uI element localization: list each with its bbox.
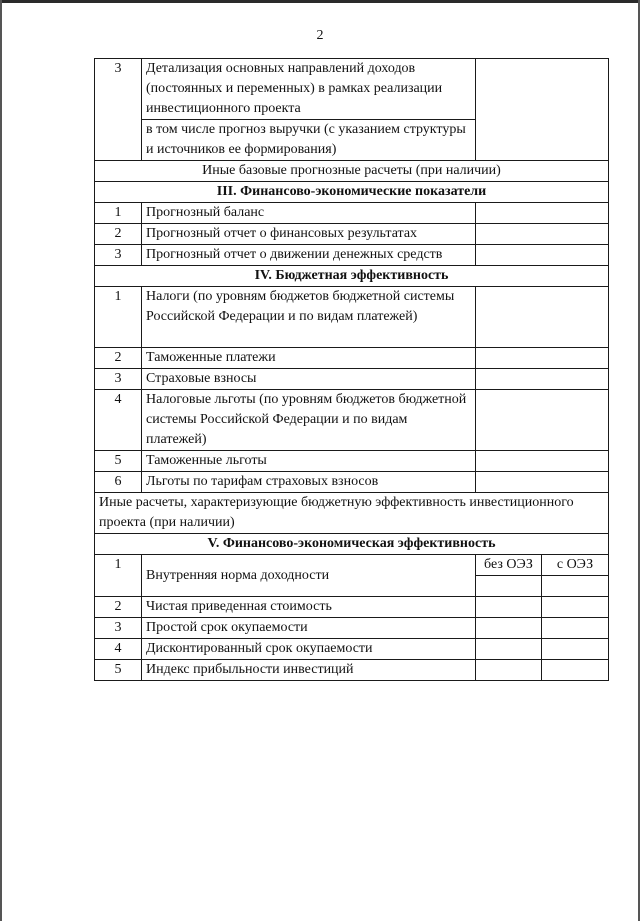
value-cell (476, 451, 609, 472)
value-cell-with-sez (542, 576, 609, 597)
table-row (95, 660, 609, 681)
value-cell (476, 390, 609, 451)
value-cell (476, 59, 609, 161)
value-cell-without-sez (476, 660, 542, 681)
row-description: Детализация основных направлений доходов (постоянных и переменных) в рамках реализации инвестиционного проекта (142, 59, 476, 120)
table-row (95, 390, 609, 451)
scan-edge-top (0, 0, 640, 3)
row-description: Прогнозный баланс (142, 203, 476, 224)
value-cell (476, 369, 609, 390)
row-description: Внутренняя норма доходности (142, 555, 476, 597)
row-description: Налоговые льготы (по уровням бюджетов бюджетной системы Российской Федерации и по видам платежей) (142, 390, 476, 451)
value-cell-with-sez (542, 660, 609, 681)
table-row (95, 245, 609, 266)
value-cell-without-sez (476, 639, 542, 660)
row-number: 5 (95, 451, 142, 472)
indicators-table (94, 58, 609, 681)
row-description: Простой срок окупаемости (142, 618, 476, 639)
row-number: 1 (95, 555, 142, 597)
row-number: 2 (95, 224, 142, 245)
row-description: Таможенные льготы (142, 451, 476, 472)
row-number: 2 (95, 597, 142, 618)
section-header-row (95, 534, 609, 555)
column-header-with-sez: с ОЭЗ (542, 555, 609, 576)
section-5-title: V. Финансово-экономическая эффективность (95, 534, 609, 555)
table-row (95, 161, 609, 182)
column-header-without-sez: без ОЭЗ (476, 555, 542, 576)
row-description: Прогнозный отчет о финансовых результатах (142, 224, 476, 245)
row-number: 2 (95, 348, 142, 369)
section-header-row (95, 182, 609, 203)
value-cell (476, 348, 609, 369)
row-description: Таможенные платежи (142, 348, 476, 369)
value-cell (476, 245, 609, 266)
row-description: Прогнозный отчет о движении денежных средств (142, 245, 476, 266)
table-row (95, 555, 609, 576)
row-description: Льготы по тарифам страховых взносов (142, 472, 476, 493)
table-row (95, 59, 609, 120)
table-row (95, 287, 609, 348)
row-number: 3 (95, 618, 142, 639)
other-base-calculations: Иные базовые прогнозные расчеты (при наличии) (95, 161, 609, 182)
table-row (95, 451, 609, 472)
row-number: 1 (95, 287, 142, 348)
row-number: 4 (95, 390, 142, 451)
row-description: Чистая приведенная стоимость (142, 597, 476, 618)
value-cell-without-sez (476, 576, 542, 597)
row-description: Индекс прибыльности инвестиций (142, 660, 476, 681)
row-description: Страховые взносы (142, 369, 476, 390)
table-row (95, 224, 609, 245)
table-row (95, 618, 609, 639)
row-number: 3 (95, 245, 142, 266)
row-number: 4 (95, 639, 142, 660)
value-cell-with-sez (542, 597, 609, 618)
page-number: 2 (316, 28, 324, 43)
row-description: Налоги (по уровням бюджетов бюджетной системы Российской Федерации и по видам платежей) (142, 287, 476, 348)
row-number: 6 (95, 472, 142, 493)
section-3-title: III. Финансово-экономические показатели (95, 182, 609, 203)
scan-edge-left (0, 0, 2, 921)
value-cell-with-sez (542, 639, 609, 660)
table-row (95, 639, 609, 660)
row-number: 1 (95, 203, 142, 224)
table-row (95, 369, 609, 390)
value-cell-without-sez (476, 597, 542, 618)
other-budget-calculations: Иные расчеты, характеризующие бюджетную эффективность инвестиционного проекта (при наличии) (95, 493, 609, 534)
table-row (95, 493, 609, 534)
table-row (95, 203, 609, 224)
value-cell (476, 203, 609, 224)
row-number: 3 (95, 369, 142, 390)
row-subdescription: в том числе прогноз выручки (с указанием структуры и источников ее формирования) (142, 120, 476, 161)
value-cell (476, 472, 609, 493)
row-description: Дисконтированный срок окупаемости (142, 639, 476, 660)
value-cell-with-sez (542, 618, 609, 639)
row-number: 3 (95, 59, 142, 161)
value-cell (476, 224, 609, 245)
table-row (95, 348, 609, 369)
row-number: 5 (95, 660, 142, 681)
section-header-row (95, 266, 609, 287)
section-4-title: IV. Бюджетная эффективность (95, 266, 609, 287)
value-cell (476, 287, 609, 348)
table-row (95, 472, 609, 493)
value-cell-without-sez (476, 618, 542, 639)
table-row (95, 597, 609, 618)
